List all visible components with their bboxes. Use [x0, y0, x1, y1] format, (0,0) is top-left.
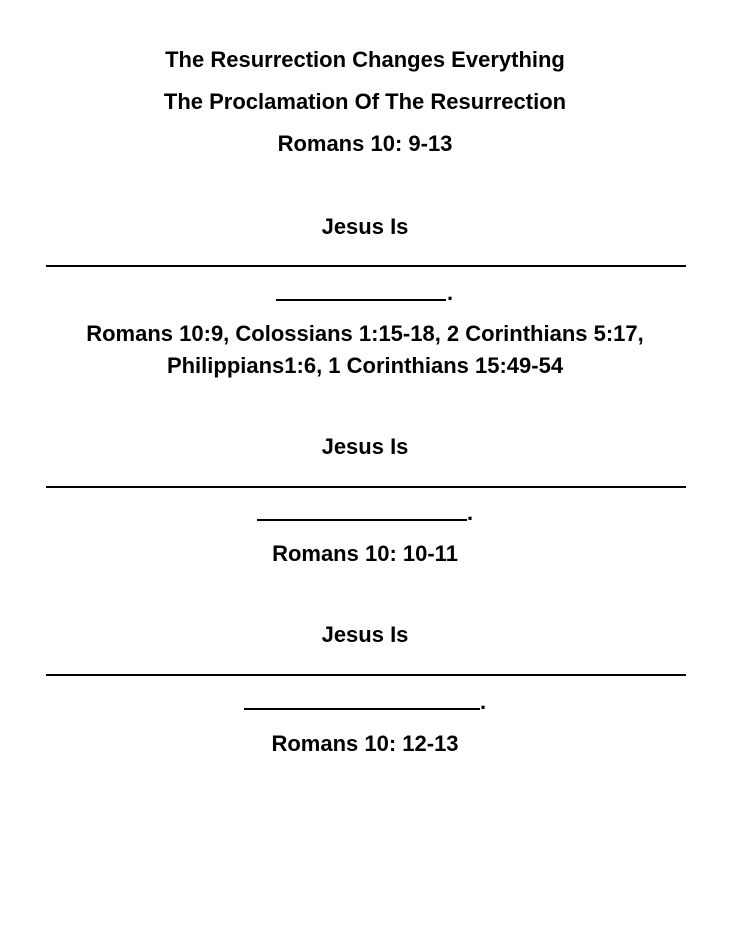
section-2-answer-blank-continuation[interactable]: [257, 519, 467, 521]
section-2-period: .: [467, 500, 474, 525]
scripture-passage: Romans 10: 9-13: [277, 131, 453, 156]
section-3-reference: Romans 10: 12-13: [271, 731, 459, 756]
page-subtitle: The Proclamation Of The Resurrection: [163, 89, 567, 114]
page-title: The Resurrection Changes Everything: [165, 47, 565, 72]
section-2-reference: Romans 10: 10-11: [272, 541, 458, 566]
section-1-period: .: [447, 280, 454, 305]
section-3-heading: Jesus Is: [321, 622, 409, 647]
section-1-heading: Jesus Is: [321, 214, 409, 239]
section-3-period: .: [480, 689, 487, 714]
section-3-answer-blank-continuation[interactable]: [244, 708, 480, 710]
section-3-answer-blank-line[interactable]: [46, 674, 686, 676]
section-2-heading: Jesus Is: [321, 434, 409, 459]
section-1-reference-line-1: Romans 10:9, Colossians 1:15-18, 2 Corinthians 5:17,: [86, 321, 644, 346]
section-1-reference-line-2: Philippians1:6, 1 Corinthians 15:49-54: [166, 353, 564, 378]
section-1-answer-blank-continuation[interactable]: [276, 299, 446, 301]
section-1-answer-blank-line[interactable]: [46, 265, 686, 267]
section-2-answer-blank-line[interactable]: [46, 486, 686, 488]
